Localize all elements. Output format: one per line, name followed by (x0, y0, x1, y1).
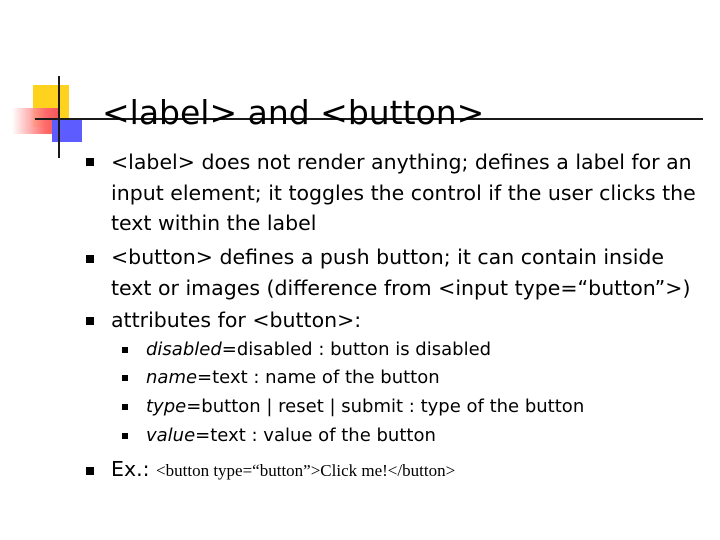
example-line (111, 454, 714, 487)
attribute-name: name (146, 367, 198, 388)
decor-blue-square (52, 120, 82, 142)
sub-bullet-marker (122, 375, 128, 381)
bullet-line: <button> defines a push button; it can contain inside (111, 245, 665, 269)
bullet-line: text within the label (111, 211, 317, 235)
bullet-marker (86, 317, 94, 325)
bullet-marker (86, 255, 94, 263)
sub-bullet-item (146, 422, 436, 450)
bullet-line: attributes for <button>: (111, 308, 362, 332)
attribute-name: value (146, 425, 196, 446)
bullet-line: input element; it toggles the control if the user clicks the (111, 180, 696, 205)
slide-title: <label> and <button> (102, 93, 485, 132)
attribute-description: =text : name of the button (197, 367, 440, 388)
example-code: <button type=“button”>Click me!</button> (156, 461, 456, 480)
attribute-description: =button | reset | submit : type of the button (186, 396, 585, 417)
bullet-marker (86, 467, 94, 475)
sub-bullet-item (146, 393, 584, 421)
attribute-name: disabled (146, 339, 222, 360)
sub-bullet-item (146, 364, 440, 392)
attribute-description: =disabled : button is disabled (221, 339, 492, 360)
bullet-line: <label> does not render anything; defines a label for an (111, 150, 692, 174)
attribute-description: =text : value of the button (195, 425, 436, 446)
bullet-line: text or images (difference from <input type=“button”>) (111, 275, 691, 300)
sub-bullet-item (146, 336, 491, 364)
sub-bullet-marker (122, 433, 128, 439)
sub-bullet-marker (122, 404, 128, 410)
decor-vertical-line (58, 76, 60, 158)
attribute-name: type (146, 396, 187, 417)
bullet-marker (86, 158, 94, 166)
example-label: Ex.: (111, 457, 157, 481)
sub-bullet-marker (122, 347, 128, 353)
